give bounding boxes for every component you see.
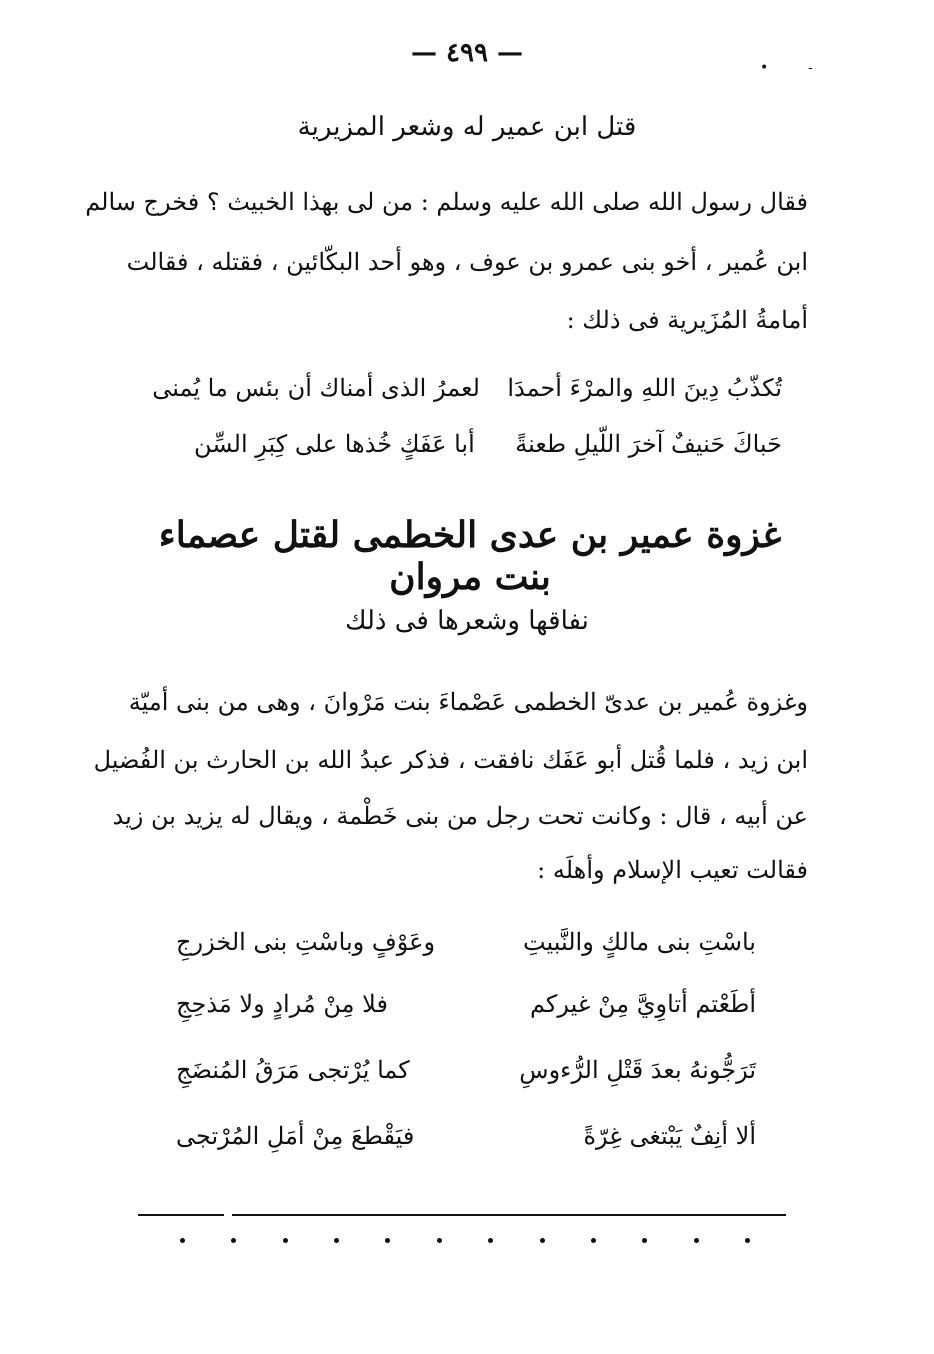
paragraph-line: عن أبيه ، قال : وكانت تحت رجل من بنى خَطْمة ، ويقال له يزيد بن زيد [112, 802, 808, 830]
paragraph-line: وغزوة عُمير بن عدىّ الخطمى عَصْماءَ بنت مَرْوانَ ، وهى من بنى أميّة [128, 688, 808, 716]
footer-dot [745, 1238, 750, 1243]
footer-dot [642, 1238, 647, 1243]
footer-dot [231, 1238, 236, 1243]
footer-dot [283, 1238, 288, 1243]
footer-rule [232, 1214, 786, 1216]
footer-dot [180, 1238, 185, 1243]
paragraph-line: فقال رسول الله صلى الله عليه وسلم : من لى بهذا الخبيث ؟ فخرج سالم [85, 188, 808, 216]
page-number: — ٤٩٩ — [410, 38, 524, 68]
footer-rule [138, 1214, 224, 1216]
paragraph-line: فقالت تعيب الإسلام وأهلَه : [537, 856, 808, 884]
paragraph-line: ابن زيد ، فلما قُتل أبو عَفَك نافقت ، فذكر عبدُ الله بن الحارث بن الفُضيل [93, 746, 808, 774]
verse-hemistich-right: حَباكَ حَنيفٌ آخرَ اللّيلِ طعنةً [515, 430, 782, 458]
corner-mark: • [760, 60, 769, 76]
verse-hemistich-left: كما يُرْتجى مَرَقُ المُنضَجِ [176, 1056, 410, 1084]
verse-hemistich-left: وعَوْفٍ وباسْتِ بنى الخزرجِ [176, 928, 436, 956]
corner-mark: - [808, 60, 813, 76]
verse-hemistich-right: أطَعْتم أتاوِيَّ مِنْ غيركم [529, 990, 756, 1018]
verse-hemistich-left: فيَقْطعَ مِنْ أمَلِ المُرْتجى [176, 1122, 415, 1150]
verse-hemistich-right: ألا أنِفٌ يَبْتغى غِرّةً [583, 1122, 756, 1150]
footer-dot [437, 1238, 442, 1243]
footer-dot [694, 1238, 699, 1243]
verse-hemistich-left: لعمرُ الذى أمناك أن بئس ما يُمنى [152, 374, 480, 402]
verse-hemistich-right: تَرَجُّونهُ بعدَ قَتْلِ الرُّءوسِ [519, 1056, 756, 1084]
paragraph-line: أمامةُ المُزَيرية فى ذلك : [566, 306, 808, 334]
paragraph-line: ابن عُمير ، أخو بنى عمرو بن عوف ، وهو أحد البكّائين ، فقتله ، فقالت [126, 248, 808, 276]
verse-hemistich-left: أبا عَفَكٍ خُذها على كِبَرِ السِّن [194, 430, 475, 458]
verse-hemistich-left: فلا مِنْ مُرادٍ ولا مَذحِجِ [176, 990, 388, 1018]
footer-dot [334, 1238, 339, 1243]
verse-hemistich-right: باسْتِ بنى مالكٍ والنَّبيتِ [522, 928, 756, 956]
footer-dot [591, 1238, 596, 1243]
section-title: قتل ابن عمير له وشعر المزيرية [297, 112, 637, 142]
section-title: نفاقها وشعرها فى ذلك [345, 606, 589, 636]
footer-dot [540, 1238, 545, 1243]
main-heading: غزوة عمير بن عدى الخطمى لقتل عصماء بنت مروان [158, 514, 782, 598]
verse-hemistich-right: تُكذّبُ دِينَ اللهِ والمرْءَ أحمدَا [507, 374, 782, 402]
footer-dots [180, 1238, 750, 1243]
footer-dot [385, 1238, 390, 1243]
footer-dot [488, 1238, 493, 1243]
